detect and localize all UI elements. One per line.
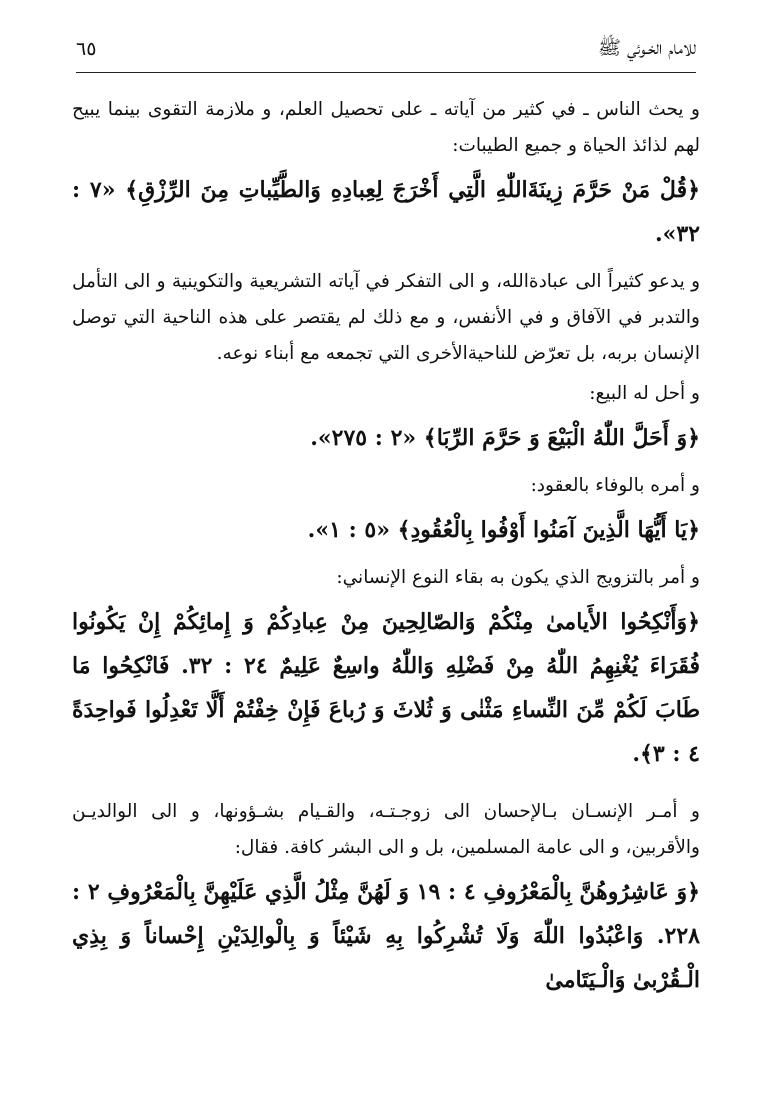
- quran-quote: ﴿وَ عَاشِرُوهُنَّ بِالْمَعْرُوفِ ٤ : ١٩ وَ لَهُنَّ مِثْلُ الَّذِي عَلَيْهِنَّ بِالْمَعْرُوفِ ٢ : ٢٢٨. وَاعْبُدُوا اللّٰهَ وَلَا تُشْرِكُوا بِهِ شَيْئاً وَ بِالْوالِدَيْنِ إِحْساناً وَ بِذِي الْـقُرْبىٰ وَالْـيَتَامىٰ: [72, 879, 701, 993]
- spacer: [72, 784, 700, 794]
- paragraph: و يحث الناس ـ في كثير من آياته ـ على تحصيل العلم، و ملازمة التقوى بينما يبيح لهم لذائذ الحياة و جميع الطيبات:: [72, 99, 700, 156]
- page-header: [76, 28, 696, 73]
- quran-quote: ﴿يَا أَيُّهَا الَّذِينَ آمَنُوا أَوْفُوا بِالْعُقُودِ﴾ «٥ : ١».: [307, 517, 700, 543]
- quran-quote: ﴿وَأَنْكِحُوا الأَيامىٰ مِنْكُمْ وَالصّالِحِينَ مِنْ عِبادِكُمْ وَ إِمائِكُمْ إِنْ يَكُونُوا فُقَرَاءَ يُغْنِهِمُ اللّٰهُ مِنْ فَضْلِهِ وَاللّٰهُ واسِعٌ عَلِيمٌ ٢٤ : ٣٢. فَانْكِحُوا مَا طَابَ لَكُمْ مِّنَ النِّساءِ مَثْنٰى وَ ثُلاثَ وَ رُباعَ فَإِنْ خِفْتُمْ أَلَّا تَعْدِلُوا فَواحِدَةً ٤ : ٣﴾.: [72, 609, 700, 767]
- paragraph: و أمر بالتزويج الذي يكون به بقاء النوع الإنساني:: [336, 567, 700, 588]
- paragraph: و يدعو كثيراً الى عبادةالله، و الى التفكر في آياته التشريعية والتكوينية و الى التأمل والتدبر في الآفاق و في الأنفس، و مع ذلك لم يقتصر على هذه الناحية التي توصل الإنسان بربه، بل تعرّض للناحيةالأخرى التي تجمعه مع أبناء نوعه.: [72, 271, 700, 364]
- page-number: ٦٥: [76, 38, 97, 60]
- running-title: للامام الخـوئي ﷺ: [598, 37, 696, 59]
- paragraph: و أحل له البيع:: [589, 383, 700, 404]
- page-body: [72, 92, 700, 1010]
- quran-quote: ﴿قُلْ مَنْ حَرَّمَ زِينَةَاللّٰهِ الَّتِي أَخْرَجَ لِعِبادِهِ وَالطَّيِّباتِ مِنَ الرِّزْقِ﴾ «٧ : ٣٢».: [72, 177, 701, 247]
- paragraph: و أمـر الإنسـان بـالإحسان الى زوجـتـه، والقـيام بشـؤونها، و الى الوالديـن والأقربين، و الى عامة المسلمين، بل و الى البشر كافة. فقال:: [72, 801, 700, 858]
- quran-quote: ﴿وَ أَحَلَّ اللّٰهُ الْبَيْعَ وَ حَرَّمَ الرِّبَا﴾ «٢ : ٢٧٥».: [310, 425, 700, 451]
- paragraph: و أمره بالوفاء بالعقود:: [530, 475, 700, 496]
